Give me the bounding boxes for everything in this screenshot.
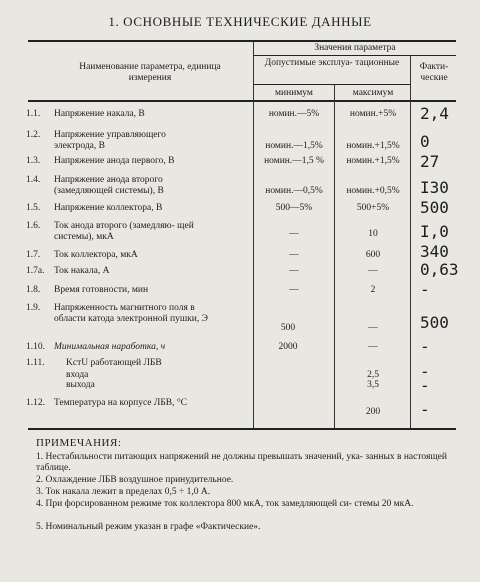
max-value: номин.+0,5% bbox=[346, 186, 400, 196]
allowed-group-rule bbox=[254, 84, 410, 85]
row-number: 1.2. bbox=[26, 130, 41, 140]
note-item: 3. Ток накала лежит в пределах 0,5 ÷ 1,0 А. bbox=[36, 487, 211, 497]
min-column-header: минимум bbox=[275, 88, 313, 98]
row-number: 1.9. bbox=[26, 303, 41, 313]
row-number: 1.8. bbox=[26, 285, 41, 295]
param-name: Ток коллектора, мкА bbox=[54, 250, 138, 260]
min-value: — bbox=[289, 285, 299, 295]
max-value: 3,5 bbox=[367, 380, 379, 390]
row-number: 1.4. bbox=[26, 175, 41, 185]
max-value: — bbox=[368, 323, 378, 333]
note-item: 4. При форсированном режиме ток коллектора 800 мкА, ток замедляющей си- стемы 20 мкА. bbox=[36, 499, 414, 509]
max-value: номин.+1,5% bbox=[346, 156, 400, 166]
page-title: 1. ОСНОВНЫЕ ТЕХНИЧЕСКИЕ ДАННЫЕ bbox=[108, 14, 372, 29]
table-top-rule bbox=[28, 40, 456, 42]
param-name: Напряжение анода первого, В bbox=[54, 156, 175, 166]
min-value: — bbox=[289, 229, 299, 239]
max-value: 500+5% bbox=[356, 203, 390, 213]
param-sub-label: входа bbox=[66, 370, 89, 380]
row-number: 1.6. bbox=[26, 221, 41, 231]
param-name: Ток накала, А bbox=[54, 266, 110, 276]
max-value: — bbox=[368, 342, 378, 352]
row-number: 1.3. bbox=[26, 156, 41, 166]
note-item: 1. Нестабильности питающих напряжений не должны превышать значений, ука- занных в настоящей таблице. bbox=[36, 452, 447, 473]
param-name: Ток анода второго (замедляю- щей системы), мкА bbox=[54, 221, 194, 242]
min-value: номин.—1,5 % bbox=[264, 156, 324, 166]
row-number: 1.7. bbox=[26, 250, 41, 260]
actual-value: - bbox=[420, 400, 430, 419]
min-value: 500 bbox=[280, 323, 296, 333]
max-value: 200 bbox=[365, 407, 381, 417]
min-value: номин.—0,5% bbox=[265, 186, 323, 196]
actual-value: 27 bbox=[420, 152, 440, 171]
param-name: Напряженность магнитного поля в области катода электронной пушки, Э bbox=[54, 303, 208, 324]
row-number: 1.5. bbox=[26, 203, 41, 213]
actual-value: - bbox=[420, 376, 430, 395]
allowed-group-header: Допустимые эксплуа- тационные bbox=[264, 58, 400, 68]
max-value: 10 bbox=[368, 229, 378, 239]
row-number: 1.1. bbox=[26, 109, 41, 119]
actual-value: 0,63 bbox=[420, 260, 459, 279]
min-value: — bbox=[289, 266, 299, 276]
max-value: — bbox=[368, 266, 378, 276]
actual-value: 500 bbox=[420, 313, 449, 332]
row-number: 1.10. bbox=[26, 342, 45, 352]
actual-value: 340 bbox=[420, 242, 449, 261]
actual-value: I,0 bbox=[420, 222, 449, 241]
param-name: Напряжение накала, В bbox=[54, 109, 145, 119]
row-number: 1.7а. bbox=[26, 266, 45, 276]
table-header-bottom-rule bbox=[28, 100, 456, 102]
actual-value: I30 bbox=[420, 178, 449, 197]
param-name: Напряжение анода второго (замедляющей системы), В bbox=[54, 175, 164, 196]
note-item: 2. Охлаждение ЛБВ воздушное принудительное. bbox=[36, 475, 234, 485]
min-value: 500—5% bbox=[275, 203, 313, 213]
max-value: номин.+1,5% bbox=[346, 141, 400, 151]
param-name: Минимальная наработка, ч bbox=[54, 342, 166, 352]
values-group-rule bbox=[254, 55, 456, 56]
actual-value: - bbox=[420, 362, 430, 381]
notes-title: ПРИМЕЧАНИЯ: bbox=[36, 437, 122, 449]
actual-column-header: Факти- ческие bbox=[419, 62, 449, 83]
actual-value: - bbox=[420, 337, 430, 356]
row-number: 1.12. bbox=[26, 398, 45, 408]
actual-value: 500 bbox=[420, 198, 449, 217]
max-value: 2,5 bbox=[367, 370, 379, 380]
actual-value: 0 bbox=[420, 132, 430, 151]
row-number: 1.11. bbox=[26, 358, 45, 368]
max-value: 600 bbox=[365, 250, 381, 260]
note-item: 5. Номинальный режим указан в графе «Фактические». bbox=[36, 522, 261, 532]
actual-value: - bbox=[420, 280, 430, 299]
table-bottom-rule bbox=[28, 428, 456, 430]
min-value: — bbox=[289, 250, 299, 260]
column-divider bbox=[334, 84, 335, 428]
max-value: 2 bbox=[370, 285, 376, 295]
column-divider bbox=[410, 55, 411, 428]
param-name: Температура на корпусе ЛБВ, °С bbox=[54, 398, 187, 408]
min-value: 2000 bbox=[278, 342, 298, 352]
min-value: номин.—5% bbox=[268, 109, 320, 119]
param-name: Напряжение коллектора, В bbox=[54, 203, 163, 213]
actual-value: 2,4 bbox=[420, 104, 449, 123]
param-column-header: Наименование параметра, единица измерения bbox=[79, 62, 221, 83]
values-group-header: Значения параметра bbox=[314, 43, 396, 53]
param-name: Напряжение управляющего электрода, В bbox=[54, 130, 166, 151]
param-name: Время готовности, мин bbox=[54, 285, 149, 295]
max-value: номин.+5% bbox=[349, 109, 397, 119]
param-sub-label: выхода bbox=[66, 380, 95, 390]
min-value: номин.—1,5% bbox=[265, 141, 323, 151]
param-name: KстU работающей ЛБВ bbox=[66, 358, 162, 368]
max-column-header: максимум bbox=[352, 88, 394, 98]
